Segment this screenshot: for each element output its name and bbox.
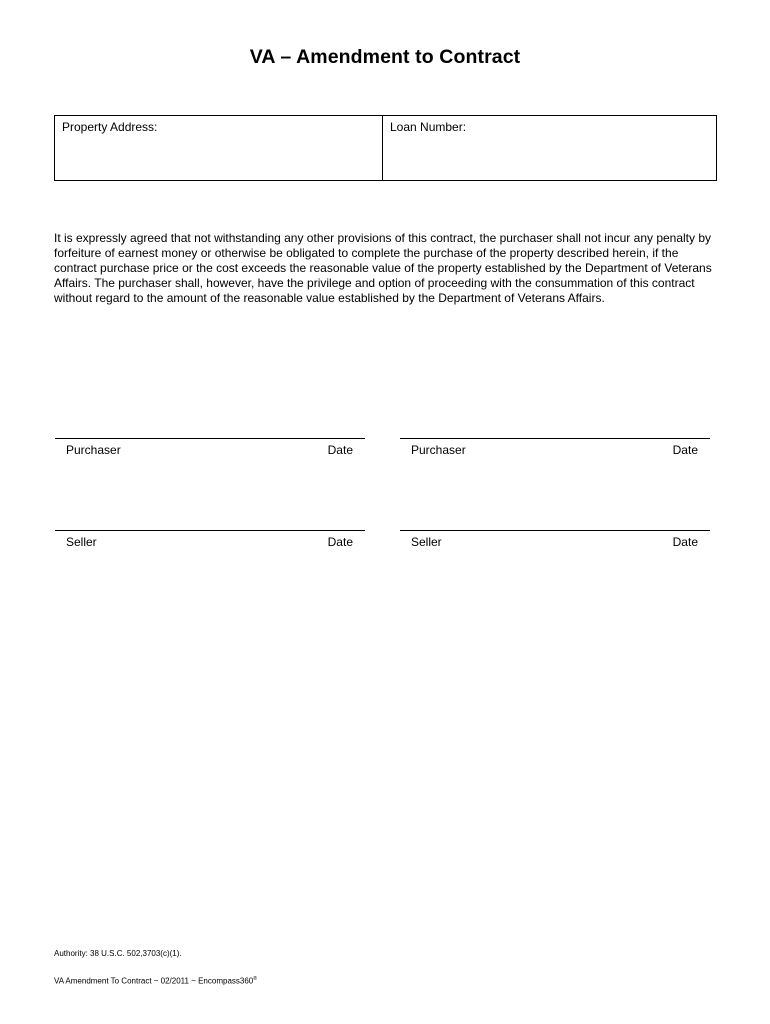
seller-label: Seller — [66, 535, 97, 549]
date-label: Date — [672, 535, 698, 549]
amendment-body-text: It is expressly agreed that not withstanding any other provisions of this contract, the purchaser shall not incur any penalty by forfeiture of earnest money or otherwise be obligated to complete the purchase of the property described herein, if the contract purchase price or the cost exceeds the reasonable value of the property established by the Department of Veterans Affairs. The purchaser shall, however, have the privilege and option of proceeding with the consummation of this contract without regard to the amount of the reasonable value established by the Department of Veterans Affairs. — [54, 231, 712, 305]
property-info-table — [54, 115, 717, 181]
purchaser-signature-line-1[interactable] — [55, 438, 365, 457]
purchaser-signature-line-2[interactable] — [400, 438, 710, 457]
seller-signature-line-2[interactable] — [400, 530, 710, 549]
date-label: Date — [327, 535, 353, 549]
date-label: Date — [672, 443, 698, 457]
date-label: Date — [327, 443, 353, 457]
purchaser-label: Purchaser — [411, 443, 466, 457]
property-address-field[interactable] — [55, 116, 383, 180]
registered-mark: ® — [253, 976, 257, 982]
loan-number-label: Loan Number: — [390, 120, 467, 134]
form-footer — [54, 976, 257, 986]
authority-citation: Authority: 38 U.S.C. 502,3703(c)(1). — [54, 949, 182, 958]
seller-label: Seller — [411, 535, 442, 549]
property-address-label: Property Address: — [62, 120, 158, 134]
page-title: VA – Amendment to Contract — [249, 46, 521, 68]
seller-signature-line-1[interactable] — [55, 530, 365, 549]
footer-text: VA Amendment To Contract ~ 02/2011 ~ Encompass360 — [54, 976, 254, 986]
purchaser-label: Purchaser — [66, 443, 121, 457]
loan-number-field[interactable] — [383, 116, 716, 180]
